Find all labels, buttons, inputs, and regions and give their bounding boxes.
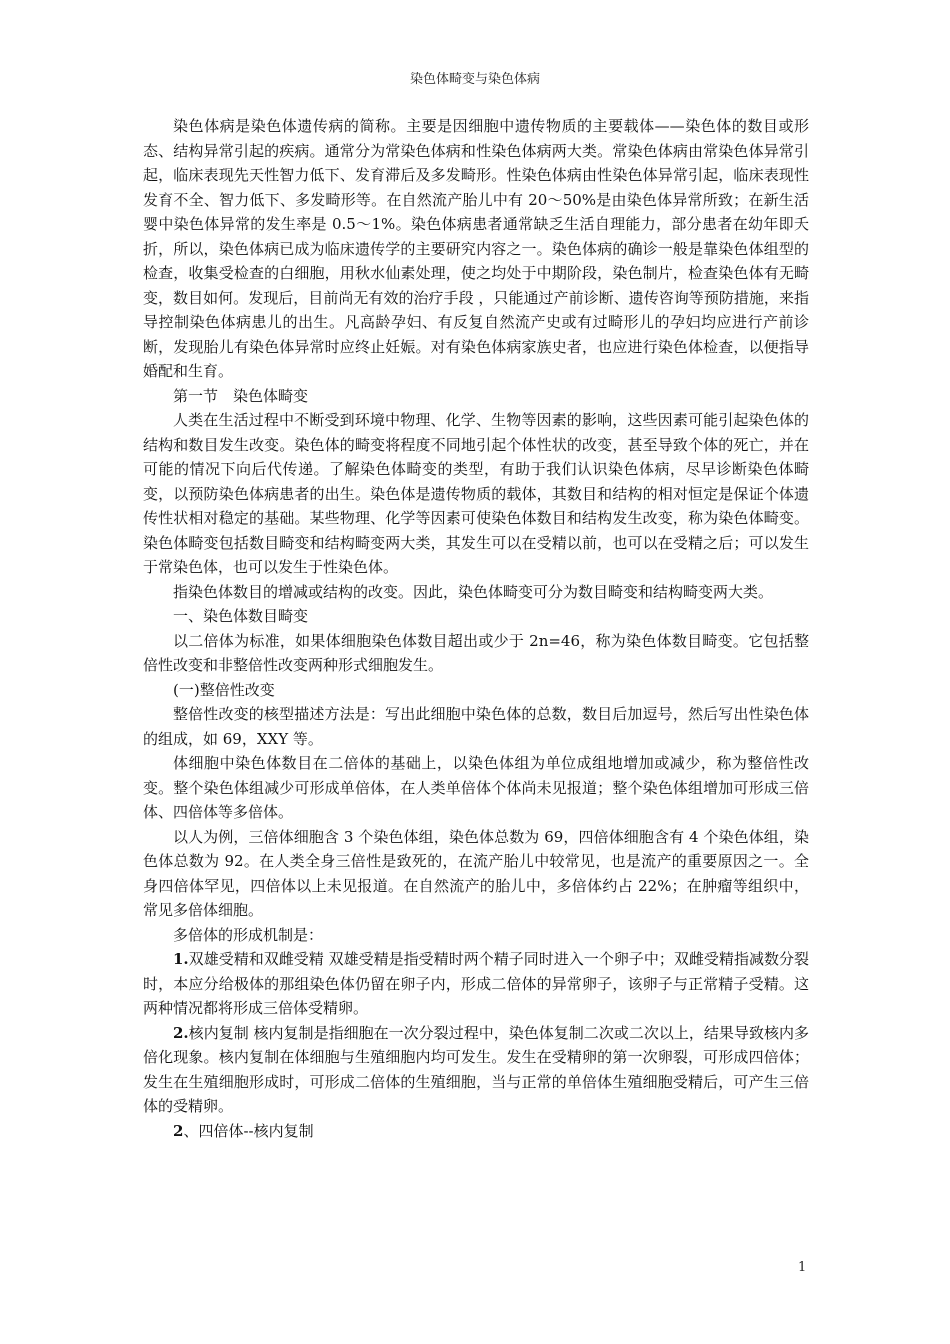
list-number: 1.: [173, 950, 189, 968]
list-item: [143, 1119, 809, 1144]
body-paragraph: 体细胞中染色体数目在二倍体的基础上，以染色体组为单位成组地增加或减少，称为整倍性改变。整个染色体组减少可形成单倍体，在人类单倍体个体尚未见报道；整个染色体组增加可形成三倍体、四倍体等多倍体。: [143, 754, 809, 821]
list-item-text: 双雄受精和双雌受精 双雄受精是指受精时两个精子同时进入一个卵子中；双雌受精指减数分裂时，本应分给极体的那组染色体仍留在卵子内，形成二倍体的异常卵子，该卵子与正常精子受精。这两种情况都将形成三倍体受精卵。: [143, 950, 809, 1017]
list-item-text: 、四倍体--核内复制: [183, 1121, 314, 1140]
body-paragraph: 指染色体数目的增减或结构的改变。因此，染色体畸变可分为数目畸变和结构畸变两大类。: [173, 582, 774, 601]
page-number: 1: [798, 1260, 807, 1275]
body-paragraph: 人类在生活过程中不断受到环境中物理、化学、生物等因素的影响，这些因素可能引起染色体的结构和数目发生改变。染色体的畸变将程度不同地引起个体性状的改变，甚至导致个体的死亡，并在可能的情况下向后代传递。了解染色体畸变的类型，有助于我们认识染色体病，尽早诊断染色体畸变，以预防染色体病患者的出生。染色体是遗传物质的载体，其数目和结构的相对恒定是保证个体遗传性状相对稳定的基础。某些物理、化学等因素可使染色体数目和结构发生改变，称为染色体畸变。染色体畸变包括数目畸变和结构畸变两大类，其发生可以在受精以前，也可以在受精之后；可以发生于常染色体，也可以发生于性染色体。: [143, 411, 809, 576]
section-heading: 第一节 染色体畸变: [173, 386, 309, 405]
body-paragraph: 以人为例，三倍体细胞含 3 个染色体组，染色体总数为 69，四倍体细胞含有 4 个染色体组，染色体总数为 92。在人类全身三倍性是致死的，在流产胎儿中较常见，也是流产的重要原因之一。全身四倍体罕见，四倍体以上未见报道。在自然流产的胎儿中，多倍体约占 22%；在肿瘤等组织中，常见多倍体细胞。: [143, 827, 809, 919]
body-paragraph: 以二倍体为标准，如果体细胞染色体数目超出或少于 2n=46，称为染色体数目畸变。它包括整倍性改变和非整倍性改变两种形式细胞发生。: [143, 631, 809, 674]
page-header: 染色体畸变与染色体病: [409, 72, 540, 87]
list-item-text: 核内复制 核内复制是指细胞在一次分裂过程中，染色体复制二次或二次以上，结果导致核内多倍化现象。核内复制在体细胞与生殖细胞内均可发生。发生在受精卵的第一次卵裂，可形成四倍体；发生在生殖细胞形成时，可形成二倍体的生殖细胞，当与正常的单倍体生殖细胞受精后，可产生三倍体的受精卵。: [143, 1023, 809, 1115]
subsection-heading: 一、染色体数目畸变: [173, 607, 309, 625]
body-paragraph: 多倍体的形成机制是：: [173, 925, 324, 944]
subsubsection-heading: (一)整倍性改变: [173, 680, 275, 699]
body-paragraph: 整倍性改变的核型描述方法是：写出此细胞中染色体的总数，数目后加逗号，然后写出性染色体的组成，如 69，XXY 等。: [143, 705, 809, 748]
list-number: 2.: [173, 1023, 189, 1042]
document-body: [143, 114, 809, 1143]
intro-paragraph: 染色体病是染色体遗传病的简称。主要是因细胞中遗传物质的主要载体——染色体的数目或形态、结构异常引起的疾病。通常分为常染色体病和性染色体病两大类。常染色体病由常染色体异常引起，临床表现先天性智力低下、发育滞后及多发畸形。性染色体病由性染色体异常引起，临床表现性发育不全、智力低下、多发畸形等。在自然流产胎儿中有 20～50%是由染色体异常所致；在新生活婴中染色体异常的发生率是 0.5～1%。染色体病患者通常缺乏生活自理能力，部分患者在幼年即夭折，所以，染色体病已成为临床遗传学的主要研究内容之一。染色体病的确诊一般是靠染色体组型的检查，收集受检查的白细胞，用秋水仙素处理，使之均处于中期阶段，染色制片，检查染色体有无畸变，数目如何。发现后，目前尚无有效的治疗手段 ，只能通过产前诊断、遗传咨询等预防措施，来指导控制染色体病患儿的出生。凡高龄孕妇、有反复自然流产史或有过畸形儿的孕妇均应进行产前诊断，发现胎儿有染色体异常时应终止妊娠。对有染色体病家族史者，也应进行染色体检查，以便指导婚配和生育。: [143, 117, 809, 380]
list-number: 2: [173, 1121, 184, 1140]
list-item: [143, 947, 809, 1021]
list-item: [143, 1021, 809, 1119]
